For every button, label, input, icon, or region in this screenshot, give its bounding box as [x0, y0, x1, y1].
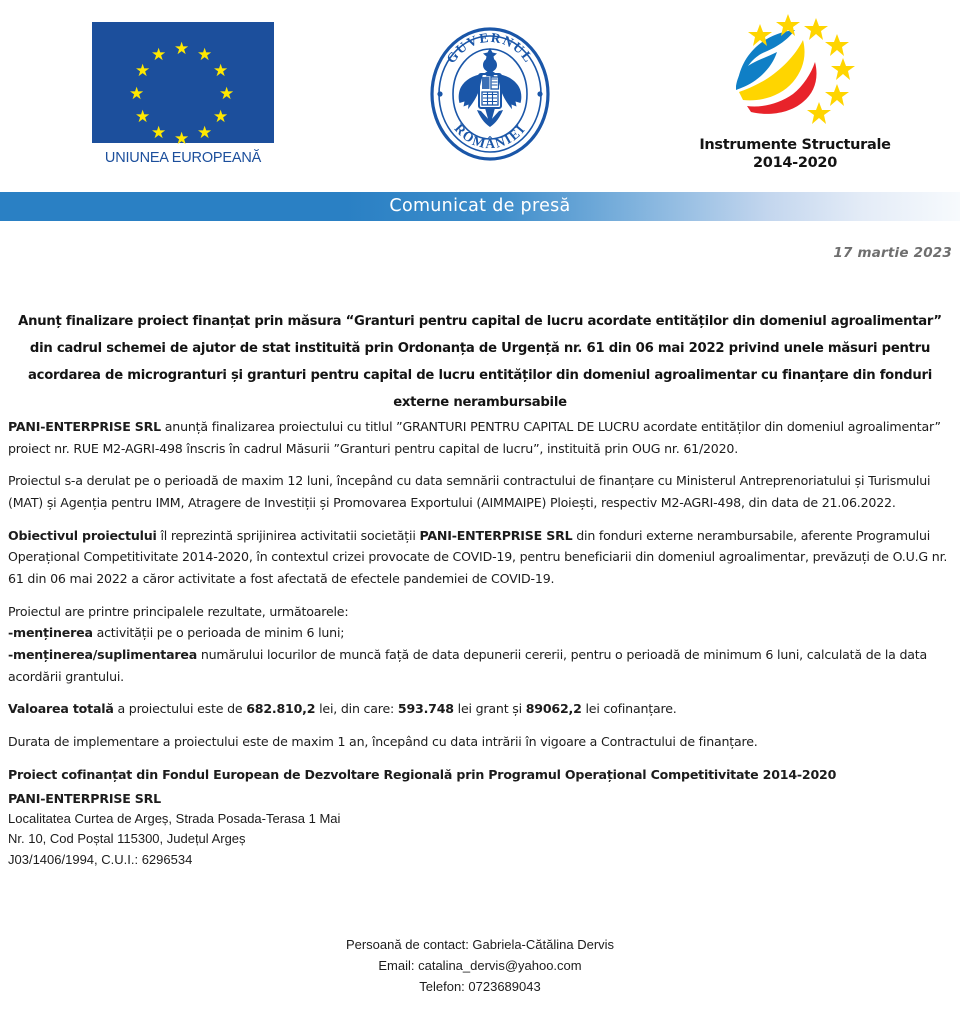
paragraph-announcement-text: anunță finalizarea proiectului cu titlul ”GRANTURI PENTRU CAPITAL DE LUCRU acordate entităților din domeniul agroalimentar” proiect nr. RUE M2-AGRI-498 înscris în cadrul Măsurii ”Granturi pentru capital de lucru”, instituită prin OUG nr. 61/2020.	[8, 419, 941, 456]
company-address-block	[8, 789, 340, 870]
paragraph-value	[8, 698, 953, 720]
instrumente-structurale-icon	[703, 8, 888, 136]
paragraph-results-intro: Proiectul are printre principalele rezultate, următoarele:	[8, 603, 349, 619]
structural-instruments-name: Instrumente Structurale	[699, 137, 891, 153]
paragraph-objective	[8, 525, 953, 590]
eu-logo	[88, 22, 278, 166]
value-text-b: lei, din care:	[315, 701, 398, 717]
document-body	[8, 416, 953, 796]
eu-flag-icon	[92, 22, 274, 143]
address-line-2: Nr. 10, Cod Poștal 115300, Județul Argeș	[8, 831, 246, 847]
objective-company: PANI-ENTERPRISE SRL	[419, 527, 573, 543]
objective-rest: din fonduri externe nerambursabile, aferente Programului Operațional Competitivitate 2014-2020, în contextul crizei provocate de COVID-19, pentru beneficiarii din domeniul agroalimentar, prevăzuți de O.U.G nr. 61 din 06 mai 2022 a căror activitate a fost afectată de efectele pandemiei de COVID-19.	[8, 527, 948, 586]
svg-text:ROMÂNIEI: ROMÂNIEI	[451, 120, 529, 152]
address-line-1: Localitatea Curtea de Argeș, Strada Posada-Terasa 1 Mai	[8, 810, 341, 826]
paragraph-duration: Proiectul s-a derulat pe o perioadă de maxim 12 luni, începând cu data semnării contractului de finanțare cu Ministerul Antreprenoriatului și Turismului (MAT) și Agenția pentru IMM, Atragere de Investiții și Promovarea Exportului (AIMMAIPE) Ploiești, respectiv M2-AGRI-498, din data de 21.06.2022.	[8, 473, 931, 510]
company-name-inline: PANI-ENTERPRISE SRL	[8, 419, 161, 434]
value-lead: Valoarea totală	[8, 701, 114, 717]
svg-text:GUVERNUL: GUVERNUL	[443, 29, 537, 66]
result-bullet-2-rest: numărului locurilor de muncă față de data depunerii cererii, pentru o perioadă de minimum 6 luni, calculată de la data acordării grantului.	[8, 646, 928, 684]
value-text-a: a proiectului este de	[113, 701, 247, 717]
contact-person: Persoană de contact: Gabriela-Cătălina Dervis	[345, 937, 615, 952]
address-registration: J03/1406/1994, C.U.I.: 6296534	[8, 851, 193, 867]
result-bullet-1	[8, 622, 953, 644]
contact-phone: Telefon: 0723689043	[419, 979, 541, 995]
romanian-government-seal-icon	[423, 18, 557, 166]
result-bullet-1-rest: activității pe o perioada de minim 6 luni;	[92, 625, 345, 641]
value-cofinancing: 89062,2	[525, 701, 582, 717]
document-date: 17 martie 2023	[833, 245, 952, 261]
objective-mid: îl reprezintă sprijinirea activitatii societății	[156, 527, 420, 543]
banner-title: Comunicat de presă	[389, 196, 571, 216]
structural-instruments-label	[690, 137, 900, 172]
structural-instruments-years: 2014-2020	[752, 154, 838, 171]
page-title: Anunț finalizare proiect finanțat prin măsura “Granturi pentru capital de lucru acordate entităților din domeniul agroalimentar” din cadrul schemei de ajutor de stat instituită prin Ordonanța de Urgență nr. 61 din 06 mai 2022 privind unele măsuri pentru acordarea de microgranturi și granturi pentru capital de lucru entităților din domeniul agroalimentar cu finanțare din fonduri externe nerambursabile	[18, 314, 942, 411]
paragraph-implementation: Durata de implementare a proiectului este de maxim 1 an, începând cu data intrării în vigoare a Contractului de finanțare.	[8, 733, 758, 749]
structural-instruments-logo	[690, 8, 900, 172]
contact-footer	[0, 934, 960, 997]
paragraph-cofinancing-statement	[8, 764, 953, 786]
result-bullet-2-lead: -menținerea/suplimentarea	[8, 646, 198, 662]
objective-lead: Obiectivul proiectului	[8, 527, 157, 543]
logo-header-strip	[0, 0, 960, 180]
cofinancing-statement-text: Proiect cofinanțat din Fondul European de Dezvoltare Regională prin Programul Operațional Competitivitate 2014-2020	[8, 766, 837, 782]
address-company-name: PANI-ENTERPRISE SRL	[8, 791, 161, 806]
value-total: 682.810,2	[246, 701, 316, 717]
result-bullet-1-lead: -menținerea	[8, 625, 93, 641]
value-text-c: lei grant și	[453, 701, 526, 717]
result-bullet-2	[8, 644, 953, 687]
value-grant: 593.748	[397, 701, 454, 717]
paragraph-announcement	[8, 416, 953, 459]
contact-email: Email: catalina_dervis@yahoo.com	[378, 958, 582, 974]
eu-logo-label: UNIUNEA EUROPEANĂ	[104, 150, 262, 166]
press-release-banner	[0, 192, 960, 221]
value-text-d: lei cofinanțare.	[581, 701, 677, 717]
government-logo	[415, 18, 565, 166]
